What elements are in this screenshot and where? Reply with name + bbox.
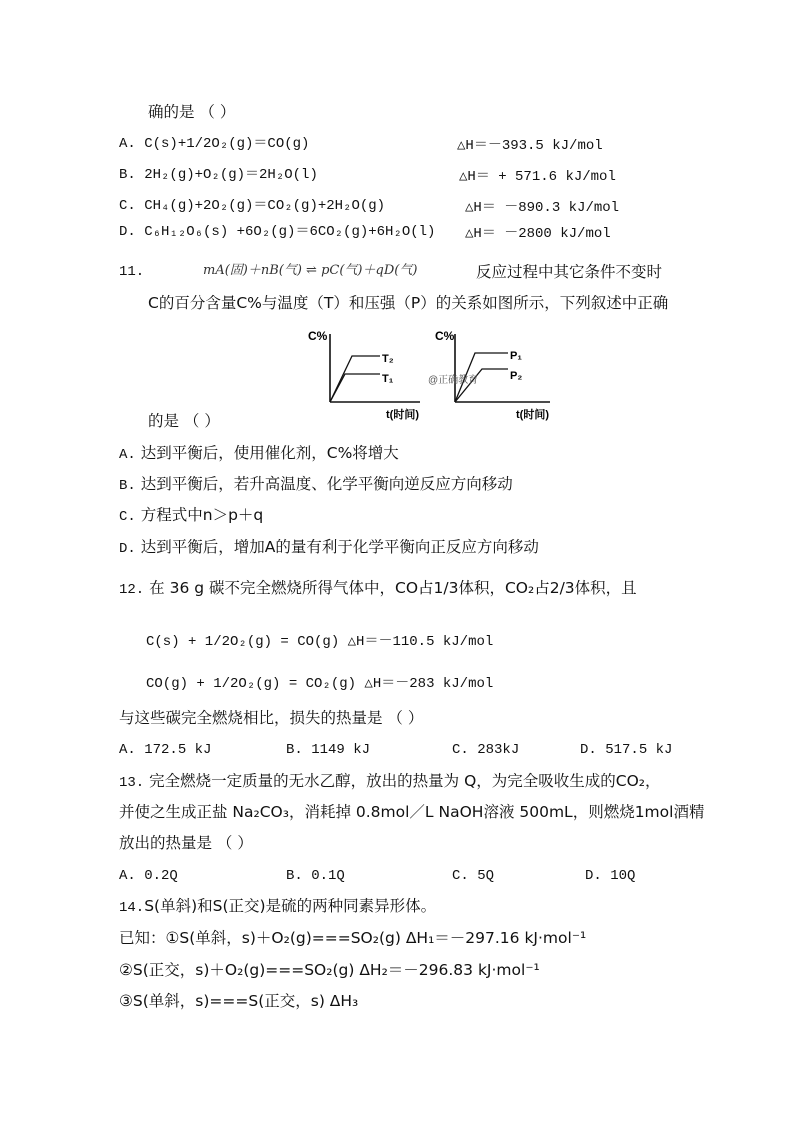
option-equation: 2H₂(g)+O₂(g)＝2H₂O(l) [144,167,318,183]
option-label: D. [119,541,136,557]
q12-stem: 在 36 g 碳不完全燃烧所得气体中，CO占1/3体积，CO₂占2/3体积，且 [149,579,637,597]
option-label: B. [119,167,136,183]
option-label: A. [119,136,136,152]
q12-option-b[interactable] [286,740,370,760]
q12-option-c[interactable] [452,740,519,760]
q11-reaction-equation: mA(固)＋nB(气) ⇌ pC(气)＋qD(气) [203,263,418,278]
q14-stem-line [119,896,436,918]
option-label: C. [119,198,136,214]
q14-stem: S(单斜)和S(正交)是硫的两种同素异形体。 [144,897,437,915]
option-text: 达到平衡后，若升高温度、化学平衡向逆反应方向移动 [140,475,513,493]
option-equation: C(s)+1/2O₂(g)＝CO(g) [144,136,310,152]
option-label: B. [286,868,303,884]
q12-equation-1: C(s) + 1/2O₂(g) = CO(g) △H＝－110.5 kJ/mol [146,634,494,650]
option-text: 达到平衡后，使用催化剂，C%将增大 [140,444,399,462]
option-text: 1149 kJ [311,742,371,758]
option-equation: C₆H₁₂O₆(s) +6O₂(g)＝6CO₂(g)+6H₂O(l) [144,224,436,240]
curve-label-t1: T₁ [382,373,394,385]
q12-option-d[interactable] [580,740,672,760]
q10-option-c[interactable] [119,196,385,216]
curve-t1 [330,374,380,402]
option-label: B. [286,742,303,758]
option-text: 方程式中n＞p＋q [140,506,264,524]
option-enthalpy: △H＝ －890.3 kJ/mol [465,200,620,216]
option-label: C. [452,868,469,884]
option-text: 517.5 kJ [605,742,673,758]
y-axis-label: C% [308,329,328,343]
option-label: D. [119,224,136,240]
q11-graph-pressure [420,322,570,422]
q14-number: 14. [119,900,145,916]
option-label: B. [119,478,136,494]
option-label: D. [585,868,602,884]
q13-option-d[interactable] [585,866,635,886]
option-equation: CH₄(g)+2O₂(g)＝CO₂(g)+2H₂O(g) [144,198,386,214]
option-label: A. [119,742,136,758]
q13-line-1-text: 完全燃烧一定质量的无水乙醇，放出的热量为 Q，为完全吸收生成的CO₂， [149,772,661,790]
curve-t2 [330,356,380,402]
option-text: 10Q [610,868,636,884]
q11-stem-b: C的百分含量C%与温度（T）和压强（P）的关系如图所示，下列叙述中正确 [148,294,669,312]
q11-option-c[interactable] [119,505,263,527]
q13-number: 13. [119,775,145,791]
curve-label-p2: P₂ [510,370,523,382]
q12-number: 12. [119,582,145,598]
option-label: D. [580,742,597,758]
option-label: C. [452,742,469,758]
option-enthalpy: △H＝－393.5 kJ/mol [457,138,603,154]
option-text: 0.1Q [311,868,345,884]
option-label: C. [119,509,136,525]
q10-option-a[interactable] [119,134,309,154]
q14-given-2: ②S(正交，s)＋O₂(g)===SO₂(g) ΔH₂＝－296.83 kJ·mol⁻¹ [119,961,540,979]
x-axis-label: t(时间) [386,409,419,421]
q13-line-3: 放出的热量是 （ ） [119,834,253,852]
q11-number: 11. [119,264,145,280]
q11-stem-c: 的是 （ ） [148,412,220,430]
option-label: A. [119,447,136,463]
q13-option-a[interactable] [119,866,178,886]
q14-given-1: 已知：①S(单斜，s)＋O₂(g)===SO₂(g) ΔH₁＝－297.16 kJ·mol⁻¹ [119,929,587,947]
q12-option-a[interactable] [119,740,211,760]
q10-option-b[interactable] [119,165,318,185]
q12-question: 与这些碳完全燃烧相比，损失的热量是 （ ） [119,709,424,727]
option-text: 达到平衡后，增加A的量有利于化学平衡向正反应方向移动 [140,538,539,556]
option-text: 172.5 kJ [144,742,212,758]
option-enthalpy: △H＝ －2800 kJ/mol [465,226,611,242]
q11-graph-temperature [300,322,440,422]
curve-label-p1: P₁ [510,350,522,362]
option-text: 283kJ [477,742,520,758]
option-enthalpy: △H＝ + 571.6 kJ/mol [459,169,616,185]
q13-line-2: 并使之生成正盐 Na₂CO₃，消耗掉 0.8mol／L NaOH溶液 500mL，则燃烧1mol酒精 [119,803,705,821]
q11-option-b[interactable] [119,474,513,496]
q11-option-a[interactable] [119,443,399,465]
option-text: 5Q [477,868,495,884]
q13-option-c[interactable] [452,866,494,886]
q12-stem-line [119,578,637,600]
q13-line-1 [119,771,661,793]
q13-option-b[interactable] [286,866,345,886]
option-label: A. [119,868,136,884]
q10-option-d[interactable] [119,222,435,242]
q12-equation-2: CO(g) + 1/2O₂(g) = CO₂(g) △H＝－283 kJ/mol [146,676,494,692]
option-text: 0.2Q [144,868,178,884]
q11-option-d[interactable] [119,537,539,559]
q14-given-3: ③S(单斜，s)===S(正交，s) ΔH₃ [119,992,359,1010]
watermark: @正确教育 [428,375,479,386]
y-axis-label: C% [435,329,455,343]
q10-stem-end: 确的是 （ ） [148,103,236,121]
curve-label-t2: T₂ [382,353,394,365]
q11-stem-a: 反应过程中其它条件不变时 [476,263,663,281]
x-axis-label: t(时间) [516,409,549,421]
